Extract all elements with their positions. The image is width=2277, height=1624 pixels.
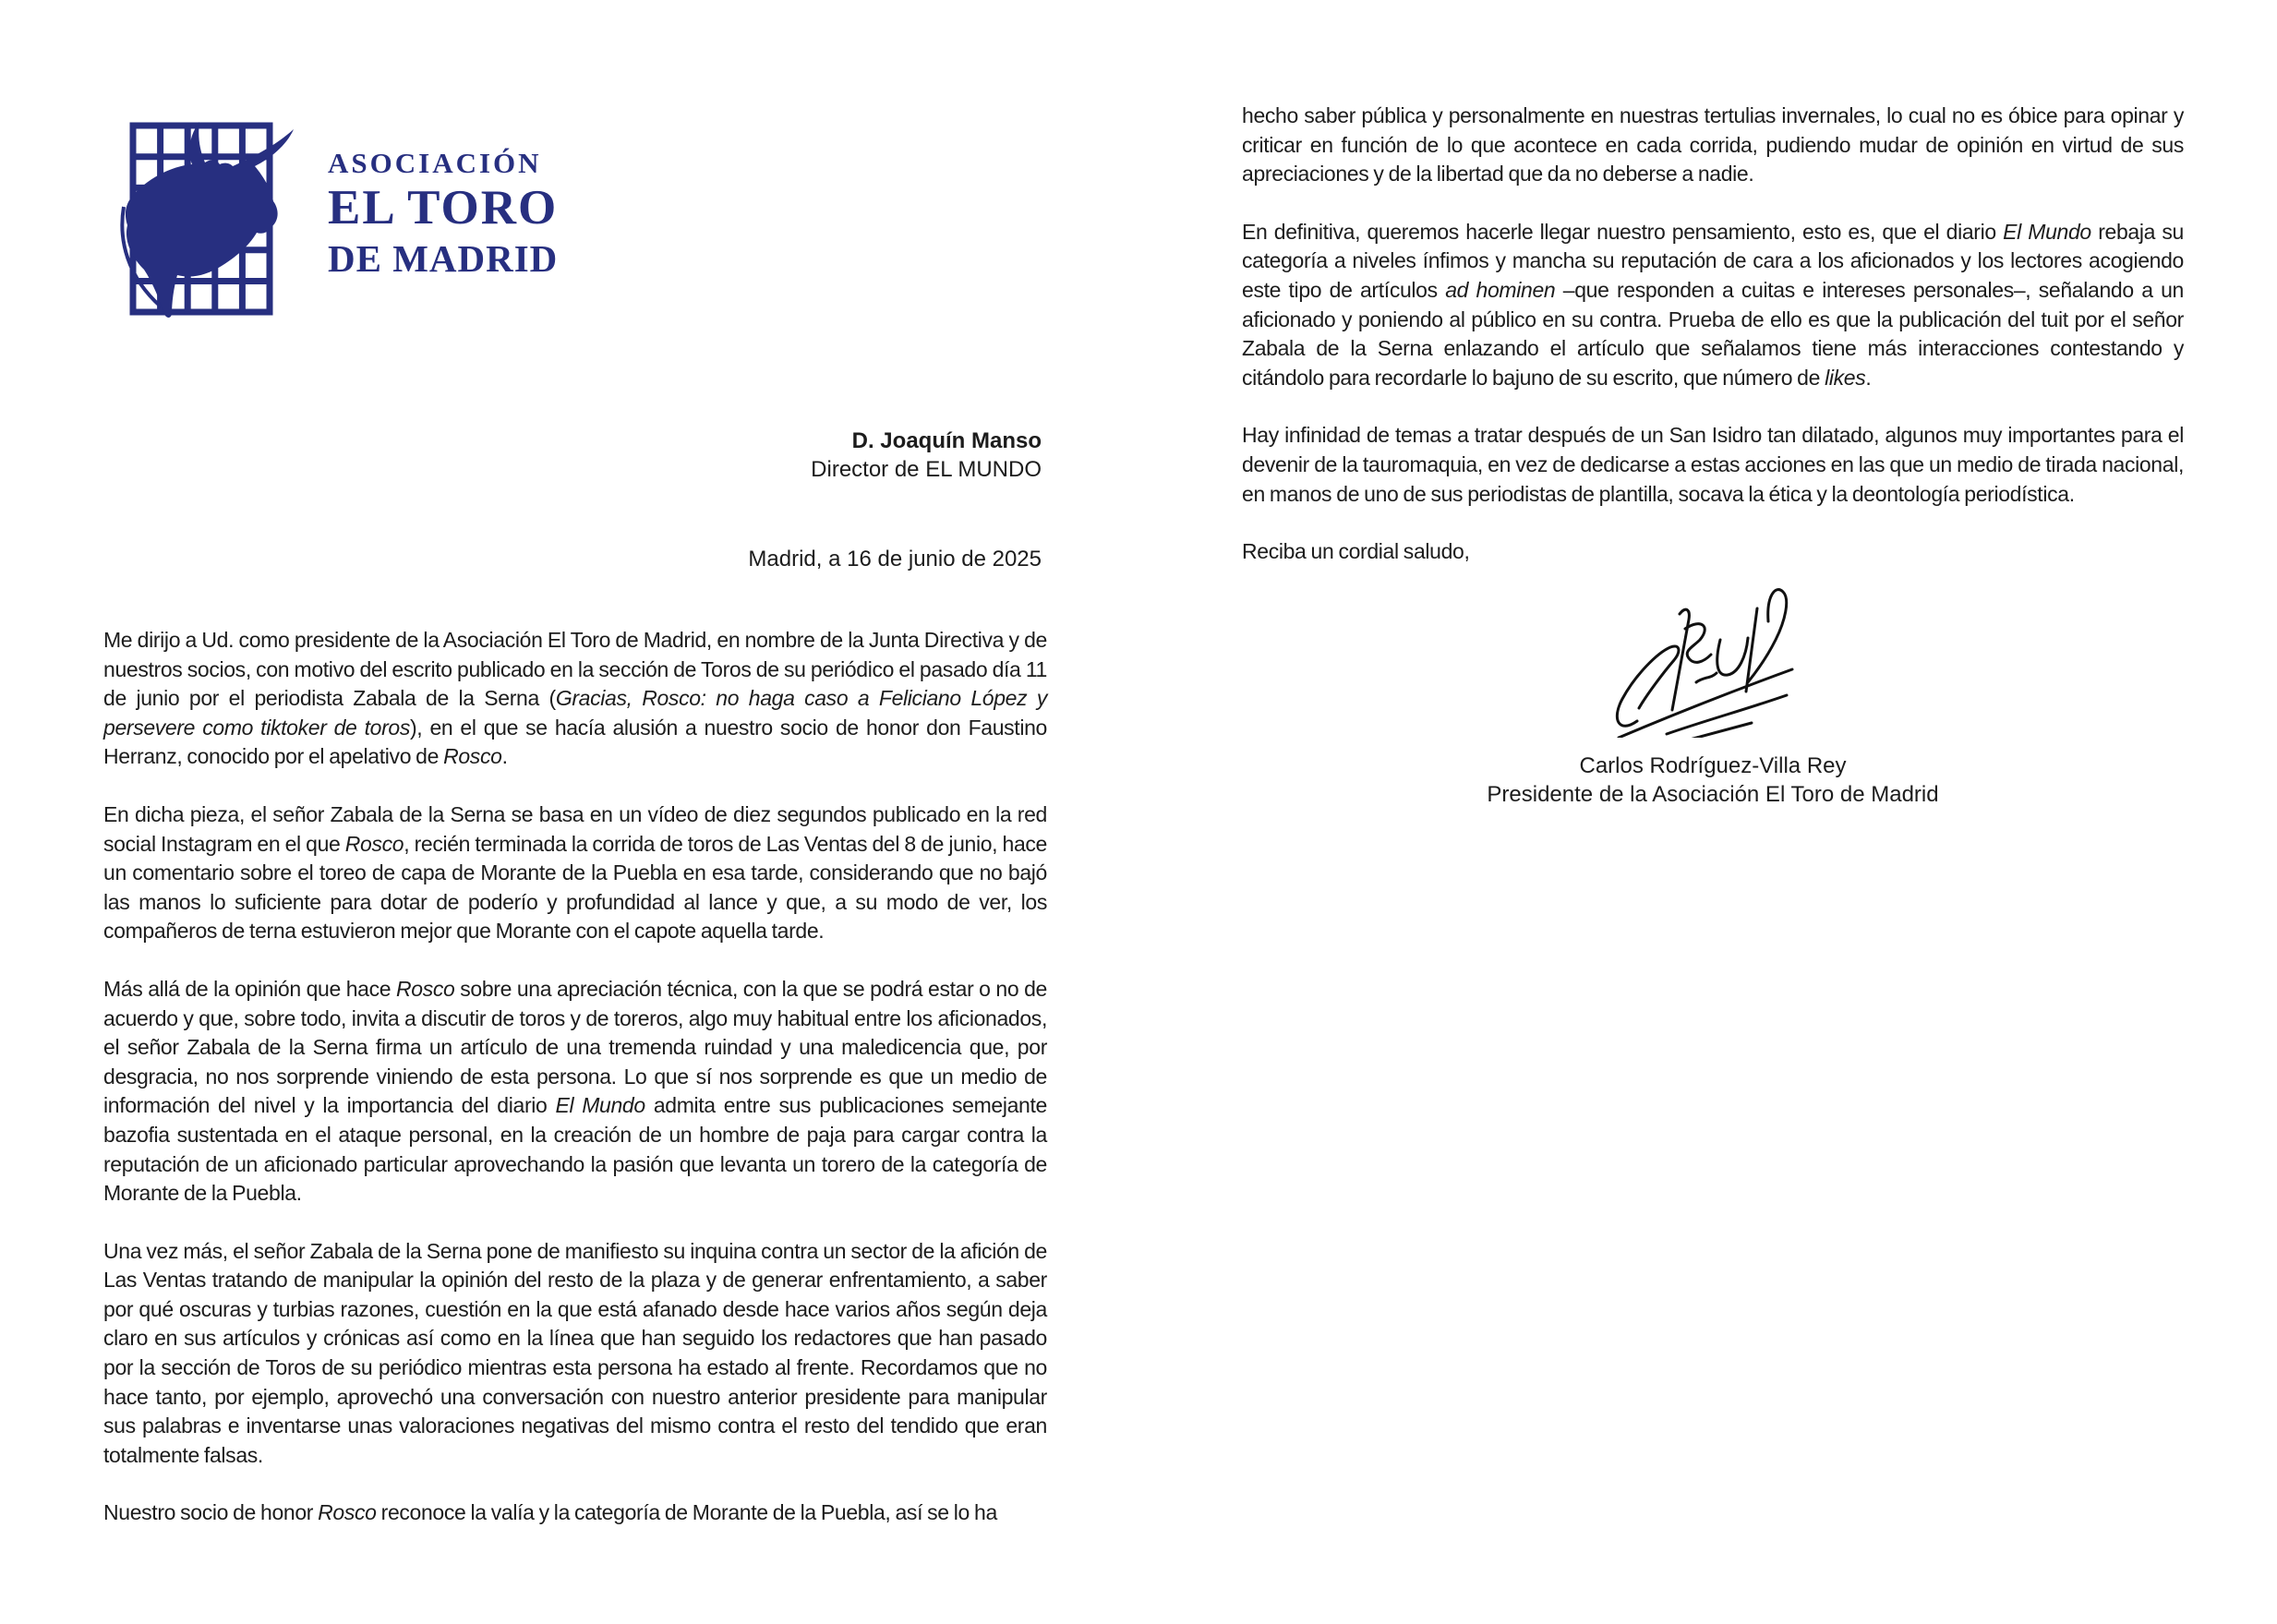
body-paragraph: Una vez más, el señor Zabala de la Serna pone de manifiesto su inquina contra un sector de la afición de Las Ventas tratando de manipular la opinión del resto de la plaza y de generar enfrentamiento, a saber por qué oscuras y turbias razones, cuestión en la que está afanado desde hace varios años según deja claro en sus artículos y crónicas así como en la línea que han seguido los redactores que han pasado por la sección de Toros de su periódico mientras esta persona ha estado al frente. Recordamos que no hace tanto, por ejemplo, aprovechó una conversación con nuestro anterior presidente para manipular sus palabras e inventarse unas valoraciones negativas del mismo contra el resto del tendido que eran totalmente falsas. — [103, 1238, 1047, 1467]
bull-grid-logo-icon — [120, 122, 307, 323]
body-paragraph: hecho saber pública y personalmente en nuestras tertulias invernales, lo cual no es óbice para opinar y criticar en función de lo que acontece en cada corrida, pudiendo mudar de opinión en virtud de sus apreciaciones y de la libertad que da no deberse a nadie. — [1242, 103, 2184, 186]
logo-line-asociacion: ASOCIACIÓN — [328, 147, 542, 179]
logo-line-el-toro: EL TORO — [328, 181, 559, 235]
body-paragraph: Me dirijo a Ud. como presidente de la Asociación El Toro de Madrid, en nombre de la Junta Directiva y de nuestros socios, con motivo del escrito publicado en la sección de Toros de su periódico el pasado día 11 de junio por el periodista Zabala de la Serna (Gracias, Rosco: no haga caso a Feliciano López y persevere como tiktoker de toros), en el que se hacía alusión a nuestro socio de honor don Faustino Herranz, conocido por el apelativo de Rosco. — [103, 628, 1047, 769]
recipient-name: D. Joaquín Manso — [851, 428, 1042, 453]
letter-right-column — [1242, 0, 2184, 1624]
logo-line-de-madrid: DE MADRID — [328, 237, 559, 280]
letter-body-left — [103, 626, 1047, 1557]
handwritten-signature-icon — [1609, 583, 1817, 738]
signatory-role: Presidente de la Asociación El Toro de Madrid — [1487, 782, 1939, 808]
letter-body-right — [1242, 102, 2184, 810]
body-paragraph: En dicha pieza, el señor Zabala de la Serna se basa en un vídeo de diez segundos publicado en la red social Instagram en el que Rosco, recién terminada la corrida de toros de Las Ventas del 8 de junio, hace un comentario sobre el toreo de capa de Morante de la Puebla en esa tarde, considerando que no bajó las manos lo suficiente para dotar de poderío y profundidad al lance y que, a su modo de ver, los compañeros de terna estuvieron mejor que Morante con el capote aquella tarde. — [103, 801, 1047, 944]
recipient-title: Director de EL MUNDO — [811, 457, 1042, 482]
body-paragraph: En definitiva, queremos hacerle llegar nuestro pensamiento, esto es, que el diario El Mundo rebaja su categoría a niveles ínfimos y mancha su reputación de cara a los aficionados y los lectores acogiendo este tipo de artículos ad hominen –que responden a cuitas e intereses personales–, señalando a un aficionado y poniendo al público en su contra. Prueba de ello es que la publicación del tuit por el señor Zabala de la Serna enlazando el artículo que señalamos tiene más interacciones contestando y citándolo para recordarle lo bajuno de su escrito, que número de likes. — [1242, 219, 2184, 390]
signatory-name: Carlos Rodríguez-Villa Rey — [1579, 752, 1847, 778]
association-logo — [103, 103, 676, 343]
body-paragraph: Hay infinidad de temas a tratar después de un San Isidro tan dilatado, algunos muy importantes para el devenir de la tauromaquia, en vez de dedicarse a estas acciones en las que un medio de tirada nacional, en manos de uno de sus periodistas de plantilla, socava la ética y la deontología periodística. — [1242, 423, 2184, 506]
signature-block — [1242, 583, 2184, 810]
letter-left-column — [103, 0, 1047, 1624]
logo-wordmark — [328, 146, 558, 283]
dateline: Madrid, a 16 de junio de 2025 — [748, 547, 1042, 571]
recipient-block — [103, 427, 1047, 484]
body-paragraph: Nuestro socio de honor Rosco reconoce la valía y la categoría de Morante de la Puebla, así se lo ha — [103, 1500, 997, 1525]
body-paragraph: Más allá de la opinión que hace Rosco sobre una apreciación técnica, con la que se podrá estar o no de acuerdo y que, sobre todo, invita a discutir de toros y de toreros, algo muy habitual entre los aficionados, el señor Zabala de la Serna firma un artículo de una tremenda ruindad y una maledicencia que, por desgracia, no nos sorprende viniendo de esta persona. Lo que sí nos sorprende es que un medio de información del nivel y la importancia del diario El Mundo admita entre sus publicaciones semejante bazofia sustentada en el ataque personal, en la creación de un hombre de paja para cargar contra la reputación de un aficionado particular aprovechando la pasión que levanta un torero de la categoría de Morante de la Puebla. — [103, 976, 1047, 1206]
closing-salutation: Reciba un cordial saludo, — [1242, 539, 1470, 564]
